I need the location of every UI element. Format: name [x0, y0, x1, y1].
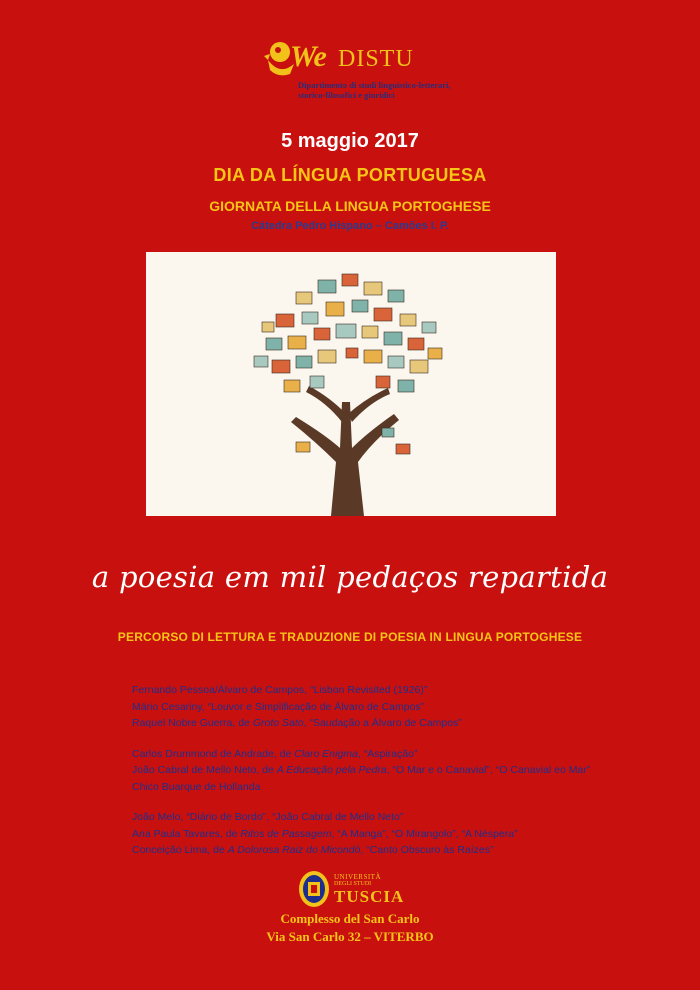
- program-group-1: [132, 682, 672, 732]
- program-line: [132, 842, 672, 859]
- program-line: [132, 826, 672, 843]
- event-title-pt: DIA DA LÍNGUA PORTUGUESA: [213, 165, 487, 185]
- venue-name: Complesso del San Carlo: [280, 911, 420, 926]
- book-title: Ritos de Passagem: [240, 827, 332, 840]
- program-line: Fernando Pessoa/Álvaro de Campos, “Lisbon Revisited (1926)”: [132, 684, 428, 696]
- program-line-text: , “Canto Obscuro às Raízes”: [360, 844, 494, 856]
- program-group-2: [132, 746, 672, 796]
- program-line-text: , “A Manga”, “O Mirangolo”, “A Néspera”: [331, 827, 518, 840]
- event-date: 5 maggio 2017: [281, 130, 419, 152]
- logo-we-text: We: [290, 40, 326, 73]
- book-title: Claro Enigma: [294, 747, 358, 760]
- book-title: A Educação pela Pedra: [276, 764, 387, 776]
- wedistu-logo: [260, 36, 460, 110]
- program-line: Chico Buarque de Hollanda: [132, 780, 261, 793]
- program-line-text: Ana Paula Tavares, de: [132, 827, 241, 840]
- program-subtitle: PERCORSO DI LETTURA E TRADUZIONE DI POESIA IN LINGUA PORTOGHESE: [117, 630, 583, 644]
- program-line: Mário Cesariny, “Louvor e Simplificação de Álvaro de Campos”: [132, 700, 425, 713]
- program-line-text: Raquel Nobre Guerra, de: [132, 717, 253, 729]
- program-line-text: , “Saudação a Álvaro de Campos”: [303, 717, 462, 729]
- university-seal-icon: [298, 870, 330, 908]
- program-line: [132, 746, 672, 763]
- book-tree-svg: [146, 252, 556, 516]
- program-line: João Melo, “Diário de Bordo”, “João Cabral de Mello Neto”: [132, 811, 404, 823]
- program-line-text: João Cabral de Mello Neto, de: [132, 764, 277, 776]
- program-line-text: , “O Mar e o Canavial”, “O Canavial eo Mar”: [386, 764, 591, 776]
- program-list: [132, 682, 672, 873]
- university-name-line1: UNIVERSITÀ: [334, 873, 381, 881]
- program-group-3: [132, 809, 672, 859]
- program-line: [132, 715, 672, 732]
- program-line: [132, 762, 672, 779]
- event-title-it: GIORNATA DELLA LINGUA PORTOGHESE: [209, 198, 491, 214]
- venue-address: Via San Carlo 32 – VITERBO: [266, 929, 434, 944]
- event-chair: Cátedra Pedro Hispano – Camões I. P.: [251, 220, 449, 232]
- department-name: Dipartimento di studi linguistico-letterari, storico-filosofici e giuridici: [298, 80, 451, 100]
- university-logo: [298, 870, 408, 910]
- book-title: A Dolorosa Raiz do Micondó: [227, 844, 361, 856]
- university-name-line2: DEGLI STUDI: [334, 881, 372, 887]
- university-name-line3: TUSCIA: [334, 887, 405, 906]
- program-line-text: , “Aspiração”: [357, 747, 418, 760]
- tagline: a poesia em mil pedaços repartida: [91, 560, 609, 594]
- logo-distu-text: DISTU: [338, 46, 414, 72]
- book-title: Groto Sato: [252, 717, 304, 729]
- book-tree-illustration: [146, 252, 556, 516]
- program-line-text: Carlos Drummond de Andrade, de: [132, 747, 295, 760]
- program-line-text: Conceição Lima, de: [132, 844, 228, 856]
